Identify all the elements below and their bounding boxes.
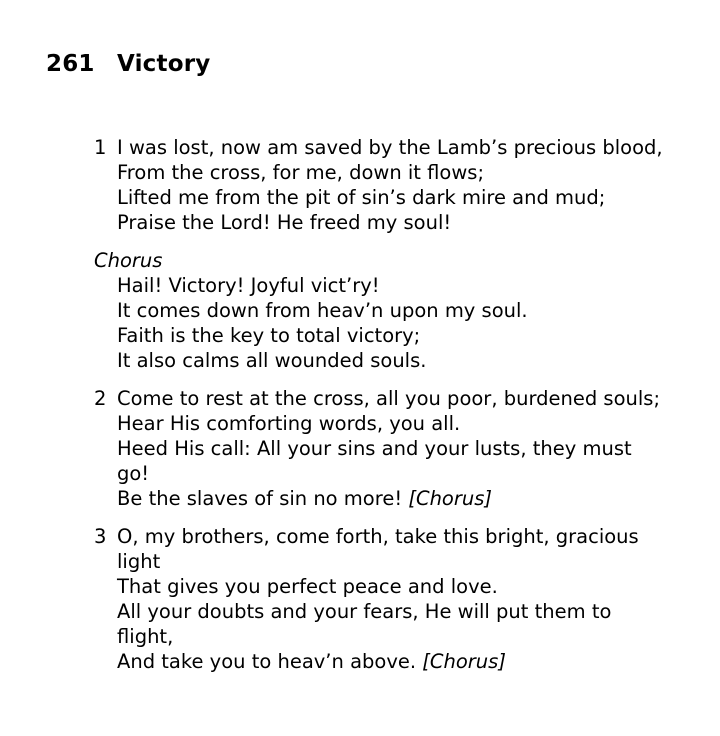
stanza-line: Come to rest at the cross, all you poor, burdened souls; xyxy=(117,387,661,410)
stanza-line-with-chorus-ref xyxy=(117,649,674,674)
stanza-line: All your doubts and your fears, He will put them to xyxy=(117,600,612,623)
stanza-line: I was lost, now am saved by the Lamb’s precious blood, xyxy=(117,136,663,159)
stanza-line: Hear His comforting words, you all. xyxy=(117,412,461,435)
stanza-line-text: Be the slaves of sin no more! xyxy=(117,487,403,510)
stanza-number: 3 xyxy=(94,525,107,548)
stanza-lines xyxy=(117,524,674,674)
chorus xyxy=(94,248,674,373)
chorus-lines xyxy=(117,273,674,373)
hymn-header xyxy=(46,51,210,77)
chorus-reference: [Chorus] xyxy=(408,487,492,510)
stanza-line: Praise the Lord! He freed my soul! xyxy=(117,211,452,234)
stanza-number: 1 xyxy=(94,136,107,159)
stanza-number: 2 xyxy=(94,387,107,410)
stanza-line: O, my brothers, come forth, take this bright, gracious xyxy=(117,525,639,548)
stanza-line: That gives you perfect peace and love. xyxy=(117,575,498,598)
stanza-lines xyxy=(117,135,674,235)
stanza-1 xyxy=(94,135,674,235)
chorus-line: Hail! Victory! Joyful vict’ry! xyxy=(117,274,380,297)
stanza-line: light xyxy=(117,550,161,573)
stanza-line: Heed His call: All your sins and your lusts, they must xyxy=(117,437,632,460)
chorus-line: Faith is the key to total victory; xyxy=(117,324,421,347)
chorus-reference: [Chorus] xyxy=(422,650,506,673)
stanza-line: go! xyxy=(117,462,150,485)
stanza-line: flight, xyxy=(117,625,174,648)
chorus-line: It comes down from heav’n upon my soul. xyxy=(117,299,528,322)
stanza-line-text: And take you to heav’n above. xyxy=(117,650,417,673)
stanza-lines xyxy=(117,386,674,511)
chorus-label: Chorus xyxy=(94,249,163,272)
stanza-line: From the cross, for me, down it flows; xyxy=(117,161,485,184)
hymn-title: Victory xyxy=(117,51,211,77)
chorus-line: It also calms all wounded souls. xyxy=(117,349,427,372)
stanza-3 xyxy=(94,524,674,674)
hymn-number: 261 xyxy=(46,51,95,77)
stanza-2 xyxy=(94,386,674,511)
stanza-line-with-chorus-ref xyxy=(117,486,674,511)
hymn-body xyxy=(94,135,674,687)
stanza-line: Lifted me from the pit of sin’s dark mire and mud; xyxy=(117,186,606,209)
